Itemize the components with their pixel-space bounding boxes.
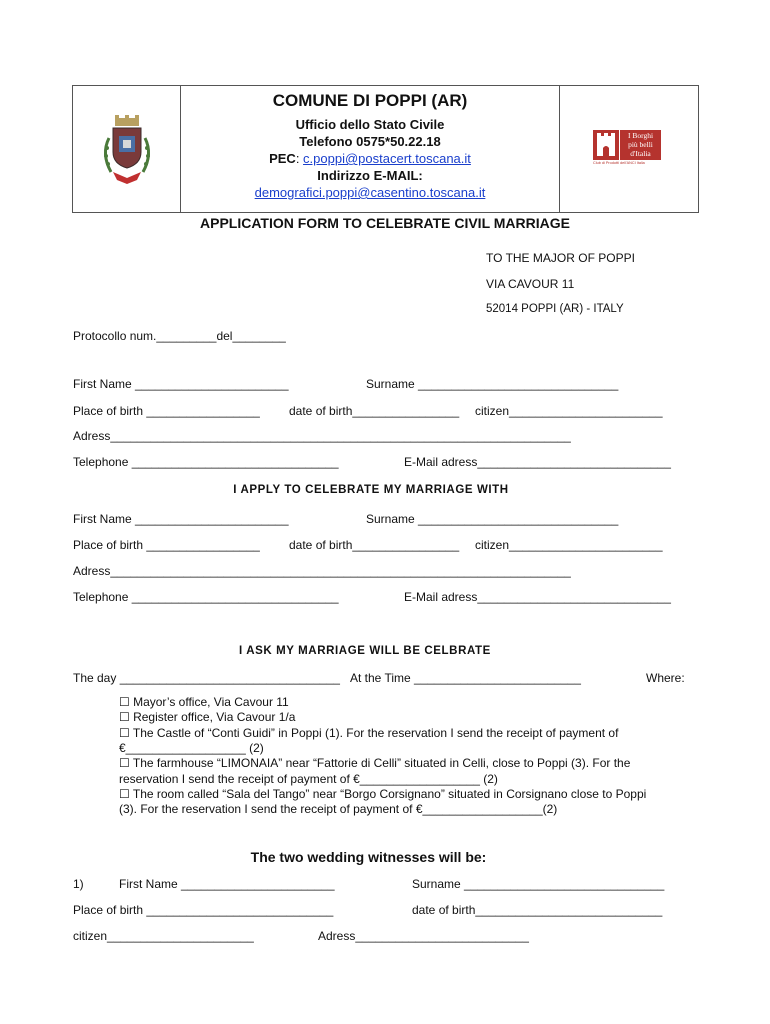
ceremony-day-field[interactable]: The day _________________________________ <box>73 671 340 685</box>
partner-address-field[interactable]: Adress_____________________________________________________________________ <box>73 564 571 578</box>
partner-citizen-field[interactable]: citizen_______________________ <box>475 538 663 552</box>
pec-line <box>180 150 560 167</box>
option-farmhouse-payment[interactable]: reservation I send the receipt of payment of €__________________ (2) <box>119 772 498 786</box>
partner-first-name-field[interactable]: First Name _______________________ <box>73 512 289 526</box>
option-castle-payment[interactable]: €__________________ (2) <box>119 741 264 755</box>
witness1-surname-field[interactable]: Surname ______________________________ <box>412 877 665 891</box>
pec-separator: : <box>295 151 304 166</box>
option-sala-del-tango[interactable]: ☐ The room called “Sala del Tango” near “Borgo Corsignano” situated in Corsignano close to Poppi <box>119 787 647 801</box>
applicant-date-of-birth-field[interactable]: date of birth________________ <box>289 404 460 418</box>
section-ask-heading: I ASK MY MARRIAGE WILL BE CELBRATE <box>239 645 491 657</box>
header-box <box>72 85 699 213</box>
option-register-office[interactable]: ☐ Register office, Via Cavour 1/a <box>119 710 296 724</box>
partner-place-of-birth-field[interactable]: Place of birth _________________ <box>73 538 260 552</box>
partner-email-field[interactable]: E-Mail adress_____________________________ <box>404 590 671 604</box>
applicant-place-of-birth-field[interactable]: Place of birth _________________ <box>73 404 260 418</box>
partner-telephone-field[interactable]: Telephone _______________________________ <box>73 590 339 604</box>
applicant-citizen-field[interactable]: citizen_______________________ <box>475 404 663 418</box>
witness1-number: 1) <box>73 877 84 891</box>
option-farmhouse[interactable]: ☐ The farmhouse “LIMONAIA” near “Fattorie di Celli” situated in Celli, close to Poppi (3). For the <box>119 756 631 770</box>
email-link[interactable]: demografici.poppi@casentino.toscana.it <box>254 185 486 200</box>
option-sala-del-tango-payment[interactable]: (3). For the reservation I send the receipt of payment of €__________________(2) <box>119 802 558 816</box>
applicant-email-field[interactable]: E-Mail adress_____________________________ <box>404 455 671 469</box>
borghi-logo-line2: più belli <box>628 140 653 149</box>
witness1-date-of-birth-field[interactable]: date of birth____________________________ <box>412 903 663 917</box>
ceremony-where-label: Where: <box>646 671 685 685</box>
office-name: Ufficio dello Stato Civile <box>295 117 445 132</box>
borghi-logo-line1: I Borghi <box>627 131 654 140</box>
witness1-address-field[interactable]: Adress__________________________ <box>318 929 529 943</box>
partner-date-of-birth-field[interactable]: date of birth________________ <box>289 538 460 552</box>
addressee-line2: VIA CAVOUR 11 <box>486 277 575 291</box>
ceremony-time-field[interactable]: At the Time _________________________ <box>350 671 581 685</box>
witness1-place-of-birth-field[interactable]: Place of birth ____________________________ <box>73 903 334 917</box>
pec-label: PEC <box>269 151 296 166</box>
witness-heading: The two wedding witnesses will be: <box>250 849 487 865</box>
partner-surname-field[interactable]: Surname ______________________________ <box>366 512 619 526</box>
applicant-telephone-field[interactable]: Telephone _______________________________ <box>73 455 339 469</box>
protocol-field[interactable]: Protocollo num._________del________ <box>73 329 286 343</box>
option-castle[interactable]: ☐ The Castle of “Conti Guidi” in Poppi (1). For the reservation I send the receipt of payment of <box>119 726 619 740</box>
section-apply-heading: I APPLY TO CELEBRATE MY MARRIAGE WITH <box>233 484 509 496</box>
option-mayors-office[interactable]: ☐ Mayor’s office, Via Cavour 11 <box>119 695 289 709</box>
form-title: APPLICATION FORM TO CELEBRATE CIVIL MARRIAGE <box>200 215 570 231</box>
addressee-line1: TO THE MAJOR OF POPPI <box>486 251 635 265</box>
borghi-logo-cell <box>559 86 698 212</box>
castle-icon <box>593 130 619 160</box>
applicant-first-name-field[interactable]: First Name _______________________ <box>73 377 289 391</box>
applicant-address-field[interactable]: Adress_____________________________________________________________________ <box>73 429 571 443</box>
witness1-first-name-field[interactable]: First Name _______________________ <box>119 877 335 891</box>
coat-of-arms-cell <box>73 86 181 212</box>
applicant-surname-field[interactable]: Surname ______________________________ <box>366 377 619 391</box>
addressee-line3: 52014 POPPI (AR) - ITALY <box>486 303 624 315</box>
municipality-title: COMUNE DI POPPI (AR) <box>272 91 468 110</box>
borghi-logo <box>593 130 665 168</box>
pec-email-link[interactable]: c.poppi@postacert.toscana.it <box>303 151 471 166</box>
witness1-citizen-field[interactable]: citizen______________________ <box>73 929 254 943</box>
borghi-logo-caption: Club di Prodotti dell'ANCI Italia <box>593 161 645 165</box>
coat-of-arms-icon <box>97 114 157 194</box>
email-label: Indirizzo E-MAIL: <box>317 168 423 183</box>
header-text <box>180 86 560 212</box>
borghi-logo-line3: d'Italia <box>630 149 651 158</box>
office-phone: Telefono 0575*50.22.18 <box>299 134 441 149</box>
